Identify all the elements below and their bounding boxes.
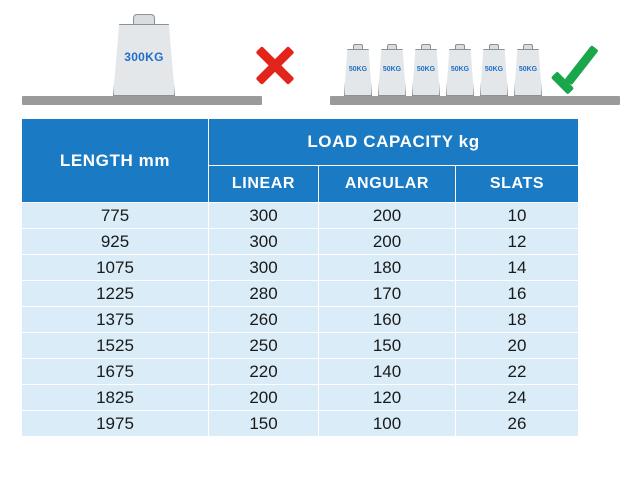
table-row — [22, 307, 579, 333]
column-header-load-capacity: LOAD CAPACITY kg — [209, 119, 579, 166]
table-row — [22, 411, 579, 437]
cell-length: 775 — [22, 203, 209, 229]
table-body — [22, 203, 579, 437]
column-header-length: LENGTH mm — [22, 119, 209, 203]
cell-linear: 300 — [209, 229, 319, 255]
light-weight-label: 50KG — [518, 66, 538, 73]
cell-linear: 280 — [209, 281, 319, 307]
light-weight-block — [378, 44, 406, 96]
table-head — [22, 119, 579, 203]
cell-slats: 20 — [456, 333, 579, 359]
table-header-row-1 — [22, 119, 579, 166]
cell-linear: 260 — [209, 307, 319, 333]
cell-angular: 150 — [319, 333, 456, 359]
cell-angular: 120 — [319, 385, 456, 411]
light-weight-block — [514, 44, 542, 96]
column-header-linear: LINEAR — [209, 166, 319, 203]
cell-slats: 10 — [456, 203, 579, 229]
cell-length: 1225 — [22, 281, 209, 307]
cell-linear: 150 — [209, 411, 319, 437]
cell-slats: 26 — [456, 411, 579, 437]
cell-linear: 300 — [209, 203, 319, 229]
cell-angular: 170 — [319, 281, 456, 307]
table-row — [22, 229, 579, 255]
red-cross-icon — [252, 42, 298, 88]
light-weight-label: 50KG — [416, 66, 436, 73]
table-row — [22, 333, 579, 359]
illustration-band — [0, 0, 644, 112]
shelf-bar-left — [22, 96, 262, 105]
cell-length: 1825 — [22, 385, 209, 411]
table-row — [22, 359, 579, 385]
heavy-weight-label: 300KG — [124, 50, 164, 64]
light-weights-group — [344, 44, 544, 96]
cell-angular: 200 — [319, 203, 456, 229]
column-header-slats: SLATS — [456, 166, 579, 203]
light-weight-label: 50KG — [348, 66, 368, 73]
cell-slats: 16 — [456, 281, 579, 307]
light-weight-label: 50KG — [484, 66, 504, 73]
cell-slats: 24 — [456, 385, 579, 411]
cell-length: 1675 — [22, 359, 209, 385]
light-weight-block — [446, 44, 474, 96]
shelf-bar-right — [330, 96, 620, 105]
cell-linear: 220 — [209, 359, 319, 385]
cell-slats: 18 — [456, 307, 579, 333]
heavy-weight-block — [113, 14, 175, 96]
cell-angular: 180 — [319, 255, 456, 281]
cell-linear: 250 — [209, 333, 319, 359]
light-weight-block — [344, 44, 372, 96]
cell-angular: 200 — [319, 229, 456, 255]
cell-length: 1975 — [22, 411, 209, 437]
load-capacity-table-wrap — [21, 118, 577, 437]
cell-length: 1075 — [22, 255, 209, 281]
weight-handle-icon — [133, 14, 155, 25]
cell-linear: 300 — [209, 255, 319, 281]
cell-angular: 100 — [319, 411, 456, 437]
light-weight-label: 50KG — [450, 66, 470, 73]
table-row — [22, 255, 579, 281]
load-capacity-table — [21, 118, 579, 437]
table-row — [22, 281, 579, 307]
light-weight-label: 50KG — [382, 66, 402, 73]
table-row — [22, 385, 579, 411]
cell-length: 925 — [22, 229, 209, 255]
cell-slats: 14 — [456, 255, 579, 281]
cell-angular: 140 — [319, 359, 456, 385]
cell-angular: 160 — [319, 307, 456, 333]
cell-slats: 12 — [456, 229, 579, 255]
column-header-angular: ANGULAR — [319, 166, 456, 203]
cell-length: 1525 — [22, 333, 209, 359]
cell-slats: 22 — [456, 359, 579, 385]
light-weight-block — [480, 44, 508, 96]
table-row — [22, 203, 579, 229]
green-check-icon — [552, 48, 608, 92]
light-weight-block — [412, 44, 440, 96]
cell-linear: 200 — [209, 385, 319, 411]
cell-length: 1375 — [22, 307, 209, 333]
